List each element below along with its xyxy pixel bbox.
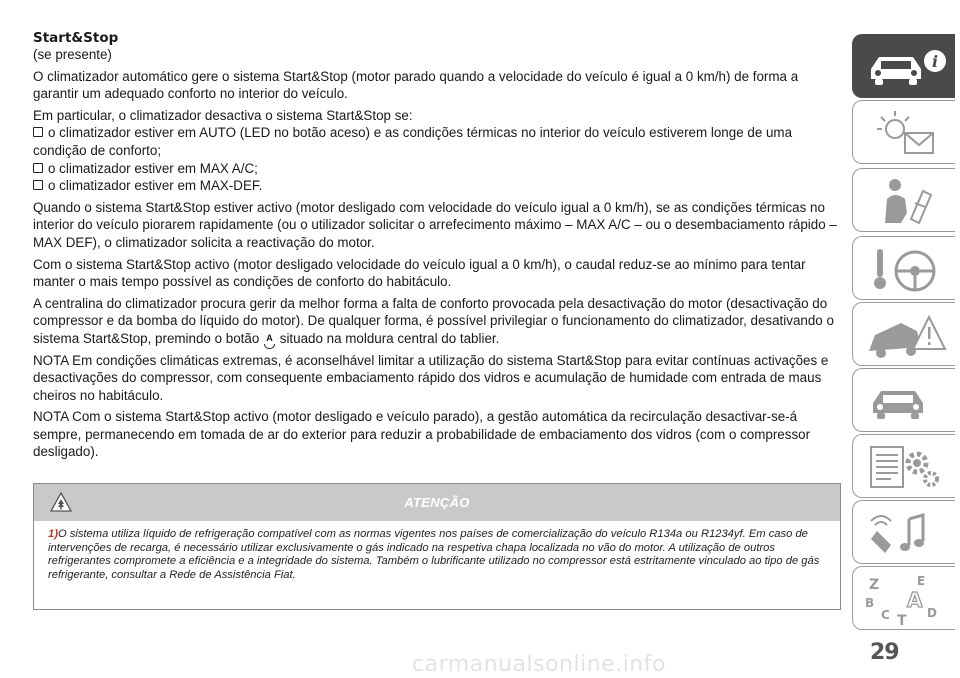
index-letter-d: D [927, 606, 937, 620]
chapter-sidebar [852, 0, 960, 678]
driving-steering-icon [861, 241, 951, 297]
index-letters-icon [861, 571, 951, 627]
footer-watermark: carmanualsonline.info [412, 652, 666, 677]
paragraph-intro: O climatizador automático gere o sistema Start&Stop (motor parado quando a velocidade do veículo é igual a 0 km/h) de forma a garantir um adequado conforto no interior do veículo. [33, 68, 799, 102]
checkbox-bullet-icon [33, 163, 43, 173]
tab-technical-data[interactable] [852, 434, 955, 498]
paragraph-control-unit: A centralina do climatizador procura gerir da melhor forma a falta de conforto provocada pela desactivação do motor (desactivação do compressor e da bomba do líquido do motor). De qualquer forma, é possível privilegiar o funcionamento do climatizador, desativando o sistema Start&Stop, premindo o botão A situado na moldura central do tablier. [33, 295, 841, 348]
warning-text: O sistema utiliza líquido de refrigeração compatível com as normas vigentes nos países de comercialização do veículo R134a ou R1234yf. Em caso de intervenções de recarga, é necessário utilizar exclusivamente o gás indicado na respetiva chapa localizada no vão do motor. A utilização de outros refrigerantes compromete a eficiência e a integridade do sistema. Também o lubrificante utilizado no compressor está estritamente vinculado ao tipo de gás refrigerante, consultar a Rede de Assistência Fiat. [48, 528, 820, 581]
warning-title: ATENÇÃO [404, 495, 470, 510]
tab-warning-lights[interactable] [852, 100, 955, 164]
technical-data-icon [861, 439, 951, 495]
tab-index[interactable] [852, 566, 955, 630]
index-letter-e: E [917, 574, 926, 588]
index-letter-a: A [907, 588, 923, 612]
bullet-item: o climatizador estiver em MAX A/C; [33, 160, 841, 178]
tab-safety[interactable] [852, 168, 955, 232]
bullet-item: o climatizador estiver em MAX-DEF. [33, 177, 841, 195]
tab-starting-driving[interactable] [852, 236, 955, 300]
checkbox-bullet-icon [33, 127, 43, 137]
tab-knowing-your-car[interactable] [852, 34, 955, 98]
emergency-icon [861, 307, 951, 363]
paragraph-airflow: Com o sistema Start&Stop activo (motor desligado velocidade do veículo igual a 0 km/h), o caudal reduz-se ao mínimo para tentar manter o mais tempo possível as condições de conforto do habitáculo. [33, 256, 806, 290]
warning-box [33, 483, 841, 610]
svg-text:i: i [931, 52, 939, 71]
tab-multimedia[interactable] [852, 500, 955, 564]
note-recirculation: NOTA Com o sistema Start&Stop activo (motor desligado e veículo parado), a gestão automática da recirculação desactivar-se-á sempre, permanecendo em tomada de ar do exterior para reduzir a probabilidade de embaciamento dos vidros (com o compressor desligado). [33, 409, 811, 460]
warning-number: 1) [48, 528, 58, 540]
paragraph-conditions-intro: Em particular, o climatizador desactiva o sistema Start&Stop se: [33, 107, 413, 123]
multimedia-icon [861, 505, 951, 561]
start-stop-button-icon: A [263, 333, 276, 346]
section-subtitle: (se presente) [33, 47, 112, 62]
car-info-icon [861, 39, 951, 95]
page-number: 29 [870, 640, 899, 665]
bullet-item: o climatizador estiver em AUTO (LED no botão aceso) e as condições térmicas no interior do veículo estiverem longe de uma condição de conforto; [33, 125, 793, 158]
index-letter-z: Z [869, 577, 880, 593]
warning-body [34, 521, 840, 582]
warning-lights-icon [861, 105, 951, 161]
checkbox-bullet-icon [33, 180, 43, 190]
maintenance-car-icon [861, 373, 951, 429]
section-title: Start&Stop [33, 30, 119, 46]
main-content [33, 30, 841, 465]
tab-servicing-care[interactable] [852, 368, 955, 432]
note-extreme-conditions: NOTA Em condições climáticas extremas, é aconselhável limitar a utilização do sistema Start&Stop para evitar contínuas activações e desactivações do compressor, com consequente embaciamento rápido dos vidros e acumulação de humidade com entrada de maus cheiros no habitáculo. [33, 352, 829, 403]
index-letter-b: B [865, 596, 875, 610]
safety-airbag-icon [861, 173, 951, 229]
warning-header [34, 484, 840, 521]
index-letter-t: T [897, 613, 907, 627]
tab-in-an-emergency[interactable] [852, 302, 955, 366]
paragraph-reactivation: Quando o sistema Start&Stop estiver activo (motor desligado com velocidade do veículo igual a 0 km/h), se as condições térmicas no interior do veículo piorarem rapidamente (ou o utilizador solicitar o arrefecimento máximo – MAX A/C – ou o desembaciamento rápido – MAX DEF), o climatizador solicita a reactivação do motor. [33, 199, 837, 250]
index-letter-c: C [881, 608, 890, 622]
